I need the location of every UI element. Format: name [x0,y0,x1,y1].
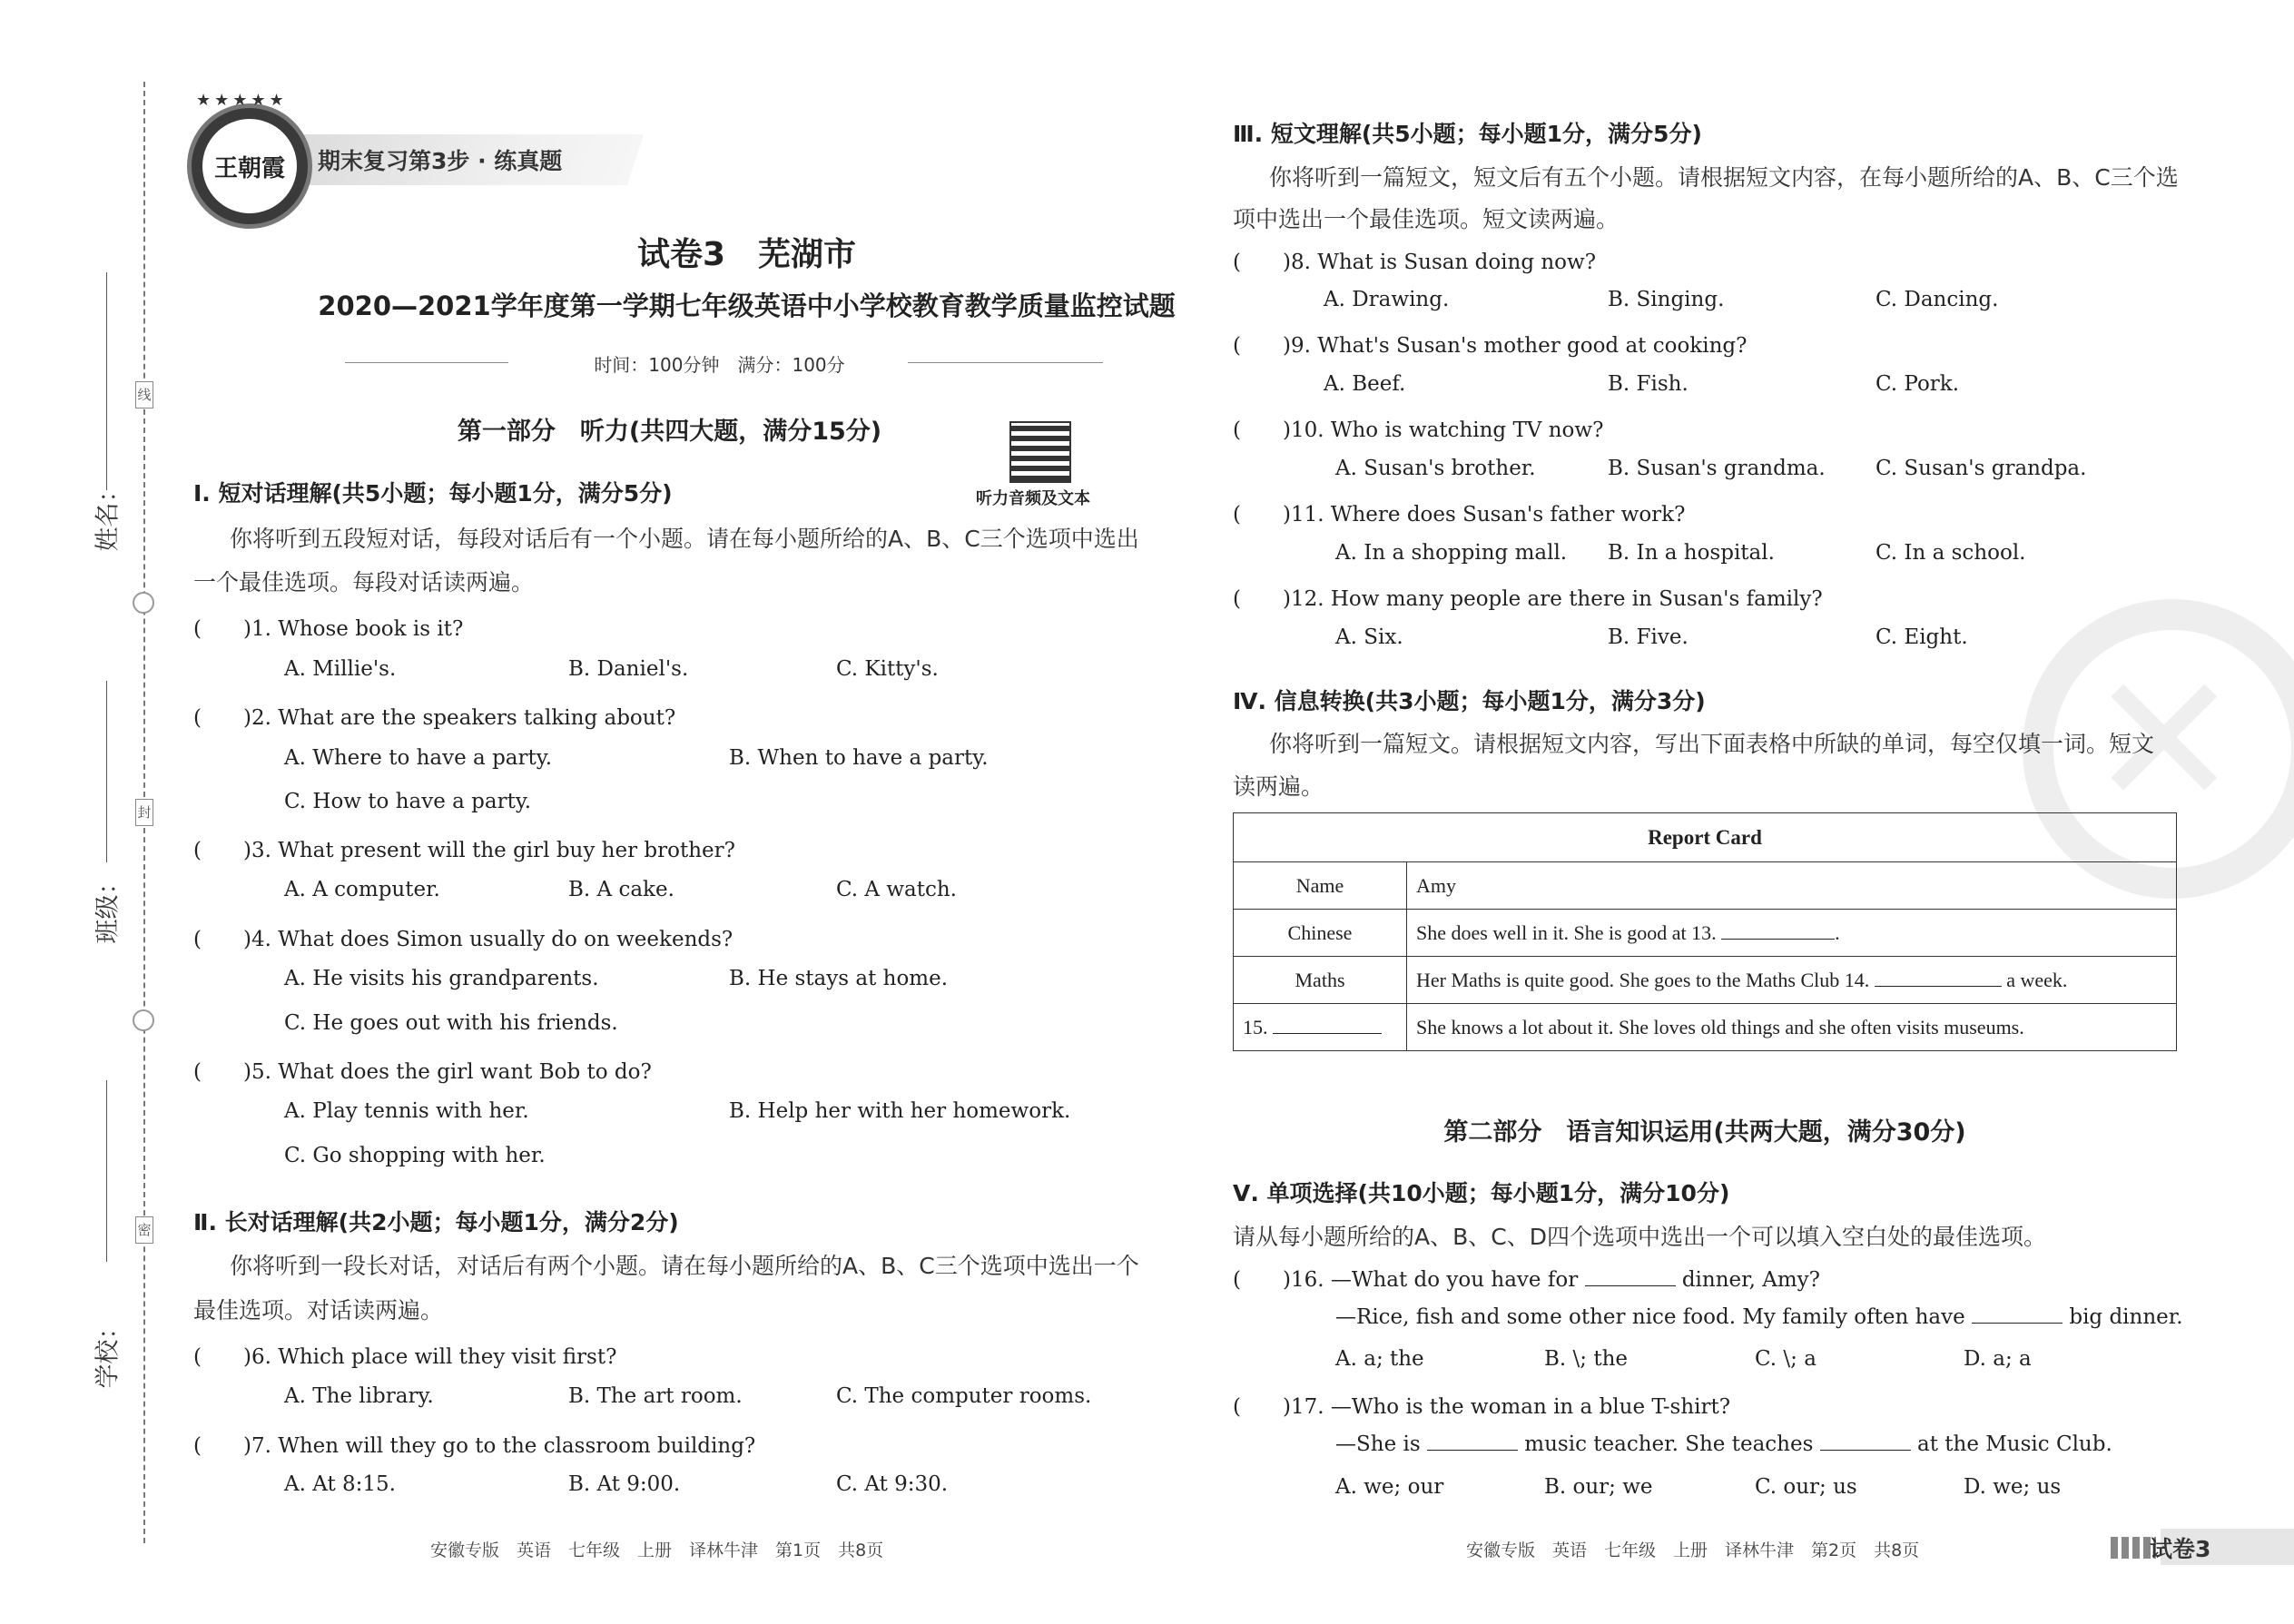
seal-mark-secret: 密 [135,1216,153,1244]
row-value: She does well in it. She is good at 13. [1416,920,1717,944]
q2-stem: ( )2. What are the speakers talking about? [193,706,676,730]
row-value-suffix: a week. [2006,968,2068,991]
table-row [1234,1004,2177,1051]
row-value: Amy [1407,862,2177,910]
q17-option-c: C. our; us [1755,1475,1857,1499]
q12-option-b: B. Five. [1608,625,1689,649]
q8-option-c: C. Dancing. [1876,288,1999,311]
sec1-intro-1: 你将听到五段短对话，每段对话后有一个小题。请在每小题所给的A、B、C三个选项中选出 [230,526,1139,552]
q9-option-a: A. Beef. [1324,372,1406,396]
q11-option-b: B. In a hospital. [1608,541,1775,565]
time-info: 时间：100分钟 满分：100分 [594,354,845,376]
row-value-cell [1407,957,2177,1004]
sec1-title: Ⅰ. 短对话理解(共5小题；每小题1分，满分5分) [193,480,673,507]
binding-hole-2 [133,1009,154,1031]
q1-stem: ( )1. Whose book is it? [193,617,464,641]
q4-stem: ( )4. What does Simon usually do on weekends? [193,928,733,951]
row-label-cell [1234,1004,1407,1051]
paper-title: 试卷3 芜湖市 [636,236,857,273]
table-row [1234,910,2177,957]
table-row [1234,957,2177,1004]
row-value-suffix: . [1835,920,1840,944]
brand-logo [187,103,312,229]
sec4-intro-1: 你将听到一篇短文。请根据短文内容，写出下面表格中所缺的单词，每空仅填一词。短文 [1269,731,2155,757]
q1-option-a: A. Millie's. [284,657,397,681]
q17-reply-mid: music teacher. She teaches [1524,1432,1814,1456]
footer-page-1: 安徽专版 英语 七年级 上册 译林牛津 第1页 共8页 [430,1540,884,1560]
q4-option-a: A. He visits his grandparents. [284,967,599,990]
q16-option-b: B. \; the [1544,1347,1628,1371]
q9-option-b: B. Fish. [1608,372,1689,396]
table-row [1234,862,2177,910]
q7-option-b: B. At 9:00. [568,1472,681,1496]
q4-option-c: C. He goes out with his friends. [284,1011,618,1035]
exam-title: 2020—2021学年度第一学期七年级英语中小学校教育教学质量监控试题 [318,290,1176,321]
sec2-title: Ⅱ. 长对话理解(共2小题；每小题1分，满分2分) [193,1209,679,1235]
q10-option-a: A. Susan's brother. [1335,457,1536,480]
qr-caption: 听力音频及文本 [976,489,1090,508]
seal-watermark-glyph: ✕ [2088,635,2240,847]
q17-option-a: A. we; our [1335,1475,1444,1499]
name-label: 姓名： [94,477,123,552]
q16-reply-text: —Rice, fish and some other nice food. My family often have [1335,1305,1965,1329]
paper-tab: 试卷3 [2150,1536,2211,1562]
q17-blank-1[interactable] [1427,1450,1518,1451]
q3-option-b: B. A cake. [568,878,674,901]
q5-option-a: A. Play tennis with her. [284,1099,529,1123]
q16-stem-end: dinner, Amy? [1681,1268,1820,1292]
q4-option-b: B. He stays at home. [729,967,949,990]
q17-option-b: B. our; we [1544,1475,1653,1499]
class-underline [106,681,107,862]
q10-option-b: B. Susan's grandma. [1608,457,1826,480]
q5-stem: ( )5. What does the girl want Bob to do? [193,1060,652,1084]
q16-stem [1233,1263,1820,1293]
q2-option-b: B. When to have a party. [729,746,989,770]
answer-blank-15[interactable] [1273,1033,1382,1034]
logo-text: 王朝霞 [213,155,285,182]
q11-stem: ( )11. Where does Susan's father work? [1233,503,1686,527]
q6-option-a: A. The library. [284,1384,434,1408]
q17-stem: ( )17. —Who is the woman in a blue T-shirt? [1233,1395,1731,1419]
q5-option-c: C. Go shopping with her. [284,1144,546,1167]
q9-option-c: C. Pork. [1876,372,1960,396]
q8-option-b: B. Singing. [1608,288,1725,311]
row-label: 15. [1243,1015,1268,1038]
q2-option-a: A. Where to have a party. [284,746,553,770]
sec2-intro-2: 最佳选项。对话读两遍。 [193,1297,444,1324]
q16-blank-1[interactable] [1585,1285,1676,1286]
table-caption-row [1234,813,2177,862]
row-value: Her Maths is quite good. She goes to the Maths Club 14. [1416,968,1870,991]
sec5-title: Ⅴ. 单项选择(共10小题；每小题1分，满分10分) [1233,1180,1730,1206]
q17-option-d: D. we; us [1964,1475,2062,1499]
q9-stem: ( )9. What's Susan's mother good at cooking? [1233,334,1748,358]
q7-option-c: C. At 9:30. [836,1472,949,1496]
sec4-intro-2: 读两遍。 [1233,773,1324,800]
q16-option-d: D. a; a [1964,1347,2032,1371]
q2-option-c: C. How to have a party. [284,790,532,813]
sec3-intro-2: 项中选出一个最佳选项。短文读两遍。 [1233,206,1620,232]
row-value: She knows a lot about it. She loves old things and she often visits museums. [1407,1004,2177,1051]
row-value-cell [1407,910,2177,957]
banner-text: 期末复习第3步 · 练真题 [318,148,563,174]
q6-option-b: B. The art room. [568,1384,743,1408]
q6-option-c: C. The computer rooms. [836,1384,1092,1408]
q12-option-c: C. Eight. [1876,625,1968,649]
q11-option-a: A. In a shopping mall. [1335,541,1568,565]
footer-page-2: 安徽专版 英语 七年级 上册 译林牛津 第2页 共8页 [1466,1540,1920,1560]
q1-option-c: C. Kitty's. [836,657,939,681]
q12-stem: ( )12. How many people are there in Susan's family? [1233,587,1823,611]
sec3-title: Ⅲ. 短文理解(共5小题；每小题1分，满分5分) [1233,121,1702,147]
report-card-table [1233,812,2177,1051]
q12-option-a: A. Six. [1335,625,1403,649]
row-label: Name [1234,862,1407,910]
q3-option-a: A. A computer. [284,878,440,901]
q16-option-c: C. \; a [1755,1347,1816,1371]
binding-hole-1 [133,592,154,614]
q16-reply-end: big dinner. [2069,1305,2183,1329]
class-label: 班级： [94,870,123,944]
q1-option-b: B. Daniel's. [568,657,689,681]
q3-stem: ( )3. What present will the girl buy her brother? [193,839,735,862]
sec3-intro-1: 你将听到一篇短文，短文后有五个小题。请根据短文内容，在每小题所给的A、B、C三个选 [1269,164,2179,191]
q17-reply-start: —She is [1335,1432,1421,1456]
q17-blank-2[interactable] [1820,1450,1911,1451]
school-label: 学校： [94,1314,123,1389]
q8-stem: ( )8. What is Susan doing now? [1233,251,1597,274]
part1-title: 第一部分 听力(共四大题，满分15分) [457,418,882,446]
q16-reply [1335,1305,2183,1329]
q6-stem: ( )6. Which place will they visit first? [193,1345,617,1369]
q10-option-c: C. Susan's grandpa. [1876,457,2087,480]
q10-stem: ( )10. Who is watching TV now? [1233,418,1604,442]
logo-stars: ★★★★★ [196,91,288,110]
q17-reply [1335,1432,2112,1456]
q11-option-c: C. In a school. [1876,541,2026,565]
q7-stem: ( )7. When will they go to the classroom building? [193,1434,756,1458]
q16-stem-text: ( )16. —What do you have for [1233,1268,1579,1292]
q16-blank-2[interactable] [1972,1323,2063,1324]
sec4-title: Ⅳ. 信息转换(共3小题；每小题1分，满分3分) [1233,688,1706,714]
answer-blank-13[interactable] [1721,939,1835,940]
seal-mark-line: 线 [135,381,153,408]
q17-reply-end: at the Music Club. [1917,1432,2112,1456]
qr-code [1009,421,1071,483]
seal-mark-seal: 封 [135,799,153,826]
q5-option-b: B. Help her with her homework. [729,1099,1071,1123]
q16-option-a: A. a; the [1335,1347,1424,1371]
table-caption: Report Card [1234,813,2177,862]
sec5-intro: 请从每小题所给的A、B、C、D四个选项中选出一个可以填入空白处的最佳选项。 [1233,1224,2046,1250]
q3-option-c: C. A watch. [836,878,957,901]
q8-option-a: A. Drawing. [1324,288,1450,311]
part2-title: 第二部分 语言知识运用(共两大题，满分30分) [1443,1118,1966,1147]
answer-blank-14[interactable] [1875,986,2002,987]
school-underline [106,1080,107,1262]
sec1-intro-2: 一个最佳选项。每段对话读两遍。 [193,569,535,595]
sec2-intro-1: 你将听到一段长对话，对话后有两个小题。请在每小题所给的A、B、C三个选项中选出一个 [230,1253,1139,1279]
row-label: Maths [1234,957,1407,1004]
q7-option-a: A. At 8:15. [284,1472,396,1496]
row-label: Chinese [1234,910,1407,957]
